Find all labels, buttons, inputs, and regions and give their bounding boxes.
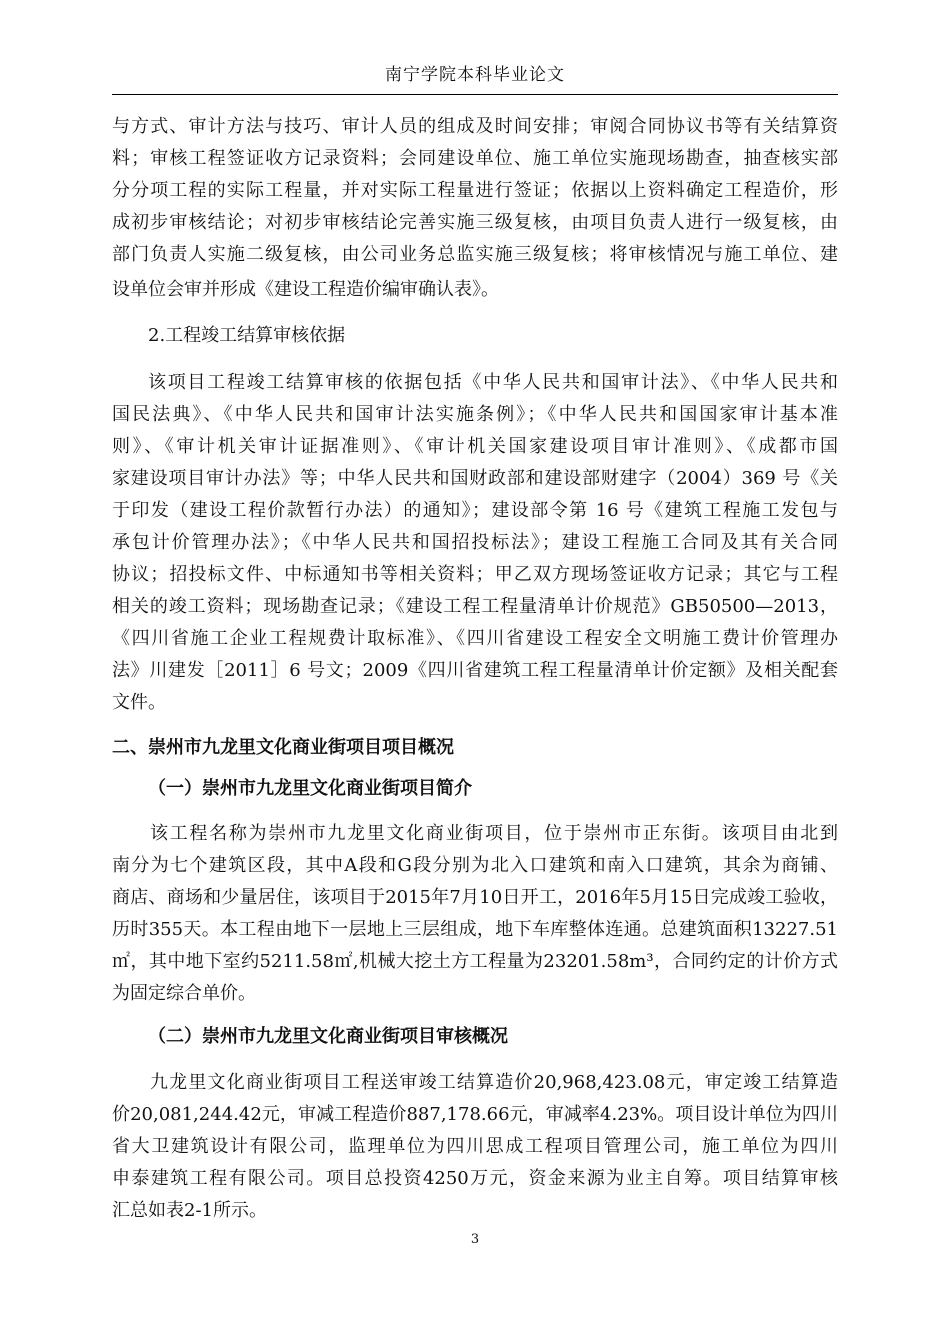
body-line: 则》、《审计机关审计证据准则》、《审计机关国家建设项目审计准则》、《成都市国 [112,436,838,457]
body-line: 法》川建发［2011］6 号文；2009《四川省建筑工程工程量清单计价定额》及相关配套 [112,660,838,681]
body-line: 料；审核工程签证收方记录资料；会同建设单位、施工单位实施现场勘查，抽查核实部 [112,148,838,169]
subsection-heading: （一）崇州市九龙里文化商业街项目简介 [148,778,472,799]
subsection-heading: （二）崇州市九龙里文化商业街项目审核概况 [148,1026,508,1047]
body-line: 省大卫建筑设计有限公司，监理单位为四川思成工程项目管理公司，施工单位为四川 [112,1136,838,1157]
body-line: 申泰建筑工程有限公司。项目总投资4250万元，资金来源为业主自筹。项目结算审核 [112,1168,838,1189]
body-line: ㎡，其中地下室约5211.58㎡,机械大挖土方工程量为23201.58m³，合同约定的计价方式 [112,951,838,972]
body-line: 协议；招投标文件、中标通知书等相关资料；甲乙双方现场签证收方记录；其它与工程 [112,564,838,585]
body-line: 成初步审核结论；对初步审核结论完善实施三级复核，由项目负责人进行一级复核，由 [112,212,838,233]
body-line: 该工程名称为崇州市九龙里文化商业街项目，位于崇州市正东街。该项目由北到 [150,823,838,844]
body-line: 设单位会审并形成《建设工程造价编审确认表》。 [112,279,499,300]
body-line: 价20,081,244.42元，审减工程造价887,178.66元，审减率4.23%。项目设计单位为四川 [112,1104,838,1125]
body-line: 承包计价管理办法》；《中华人民共和国招投标法》；建设工程施工合同及其有关合同 [112,532,838,553]
body-line: 南分为七个建筑区段，其中A段和G段分别为北入口建筑和南入口建筑，其余为商铺、 [112,855,838,876]
body-line: 与方式、审计方法与技巧、审计人员的组成及时间安排；审阅合同协议书等有关结算资 [112,116,838,137]
body-line: 相关的竣工资料；现场勘查记录；《建设工程工程量清单计价规范》GB50500—2013， [112,596,838,617]
body-line: 文件。 [112,692,166,713]
body-line: 为固定综合单价。 [112,983,256,1004]
page-number: 3 [470,1232,480,1247]
page-header: 南宁学院本科毕业论文 [385,65,565,85]
section-heading: 二、崇州市九龙里文化商业街项目项目概况 [112,737,454,758]
body-line: 部门负责人实施二级复核，由公司业务总监实施三级复核；将审核情况与施工单位、建 [112,244,838,265]
body-line: 国民法典》、《中华人民共和国审计法实施条例》；《中华人民共和国国家审计基本准 [112,404,838,425]
body-line: 于印发（建设工程价款暂行办法）的通知》；建设部令第 16 号《建筑工程施工发包与 [112,500,838,521]
body-line: 九龙里文化商业街项目工程送审竣工结算造价20,968,423.08元，审定竣工结算造 [150,1072,838,1093]
body-line: 分分项工程的实际工程量，并对实际工程量进行签证；依据以上资料确定工程造价，形 [112,180,838,201]
body-line: 汇总如表2-1所示。 [112,1200,267,1221]
body-line: 该项目工程竣工结算审核的依据包括《中华人民共和国审计法》、《中华人民共和 [148,372,838,393]
body-line: 商店、商场和少量居住，该项目于2015年7月10日开工，2016年5月15日完成竣工验收， [112,887,838,908]
header-rule [112,94,838,95]
body-line: 家建设项目审计办法》等；中华人民共和国财政部和建设部财建字（2004）369 号《关 [112,468,838,489]
body-line: 历时355天。本工程由地下一层地上三层组成，地下车库整体连通。总建筑面积13227.51 [112,919,838,940]
subsection-heading: 2.工程竣工结算审核依据 [148,325,346,346]
body-line: 《四川省施工企业工程规费计取标准》、《四川省建设工程安全文明施工费计价管理办 [112,628,838,649]
